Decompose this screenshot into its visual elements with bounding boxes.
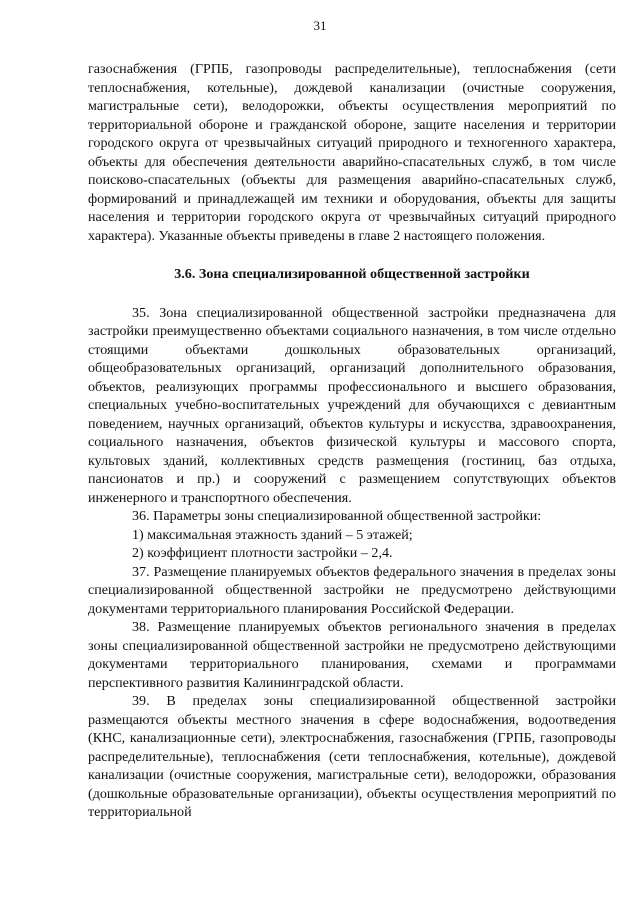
paragraph-36: 36. Параметры зоны специализированной общественной застройки: [132, 508, 542, 524]
paragraph-37: 37. Размещение планируемых объектов федерального значения в пределах зоны специализированной общественной застройки не предусмотрено действующими документами территориального планирования Российской Федерации. [88, 563, 616, 617]
list-item-2: 2) коэффициент плотности застройки – 2,4. [132, 545, 393, 561]
document-body [88, 60, 616, 822]
paragraph-39: 39. В пределах зоны специализированной общественной застройки размещаются объекты местного значения в сфере водоснабжения, водоотведения (КНС, канализационные сети), электроснабжения, газоснабжения (ГРПБ, газопроводы распределительные), теплоснабжения (сети теплоснабжения, котельные), дождевой канализации (очистные сооружения, магистральные сети), велодорожки, образования (дошкольные образовательные организации), объекты осуществления мероприятий по территориальной [88, 693, 616, 820]
page-number: 31 [313, 18, 327, 33]
section-heading: 3.6. Зона специализированной общественной застройки [174, 266, 530, 282]
paragraph-35: 35. Зона специализированной общественной застройки предназначена для застройки преимущественно объектами социального назначения, в том числе отдельно стоящими объектами дошкольных образовательных организаций, общеобразовательных организаций, организаций дополнительного образования, объектов, реализующих программы профессионального и высшего образования, специальных учебно-воспитательных учреждений для обучающихся с девиантным поведением, научных организаций, объектов культуры и искусства, здравоохранения, социального назначения, объектов физической культуры и массового спорта, культовых зданий, коллективных средств размещения (гостиниц, баз отдыха, пансионатов и пр.) и сооружений с размещением сопутствующих объектов инженерного и транспортного обеспечения. [88, 304, 616, 506]
paragraph-38: 38. Размещение планируемых объектов регионального значения в пределах зоны специализированной общественной застройки не предусмотрено действующими документами территориального планирования, схемами и программами перспективного развития Калининградской области. [88, 619, 616, 691]
list-item-1: 1) максимальная этажность зданий – 5 этажей; [132, 526, 413, 543]
paragraph-continued: газоснабжения (ГРПБ, газопроводы распределительные), теплоснабжения (сети теплоснабжения, котельные), дождевой канализации (очистные сооружения, магистральные сети), велодорожки, объекты осуществления мероприятий по территориальной обороне и гражданской обороне, защите населения и территории городского округа от чрезвычайных ситуаций природного и техногенного характера, объекты для обеспечения деятельности аварийно-спасательных служб, в том числе поисково-спасательных (объекты для размещения аварийно-спасательных служб, формирований и принадлежащей им техники и оборудования, объекты для защиты населения и территории городского округа от чрезвычайных ситуаций природного характера). Указанные объекты приведены в главе 2 настоящего положения. [88, 61, 616, 244]
